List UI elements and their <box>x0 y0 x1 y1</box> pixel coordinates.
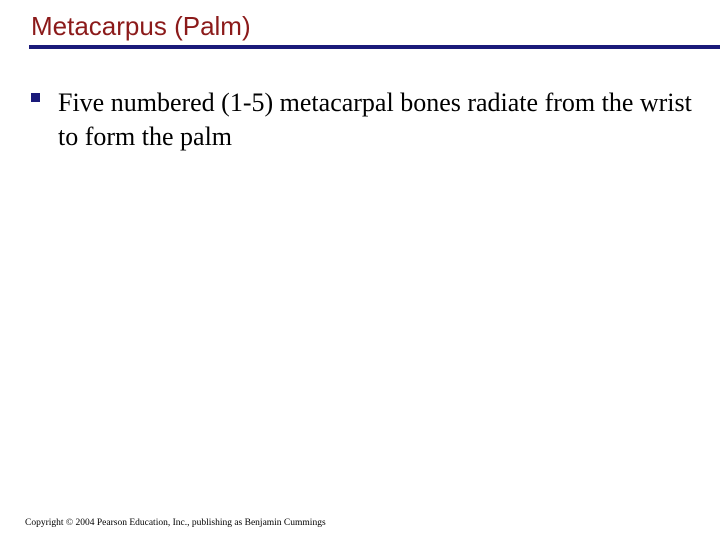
square-bullet-icon <box>31 93 40 102</box>
copyright-footer: Copyright © 2004 Pearson Education, Inc., publishing as Benjamin Cummings <box>25 518 326 528</box>
title-underline-rule <box>29 45 720 49</box>
slide-title: Metacarpus (Palm) <box>31 11 251 41</box>
bullet-text: Five numbered (1-5) metacarpal bones radiate from the wrist to form the palm <box>58 88 692 151</box>
